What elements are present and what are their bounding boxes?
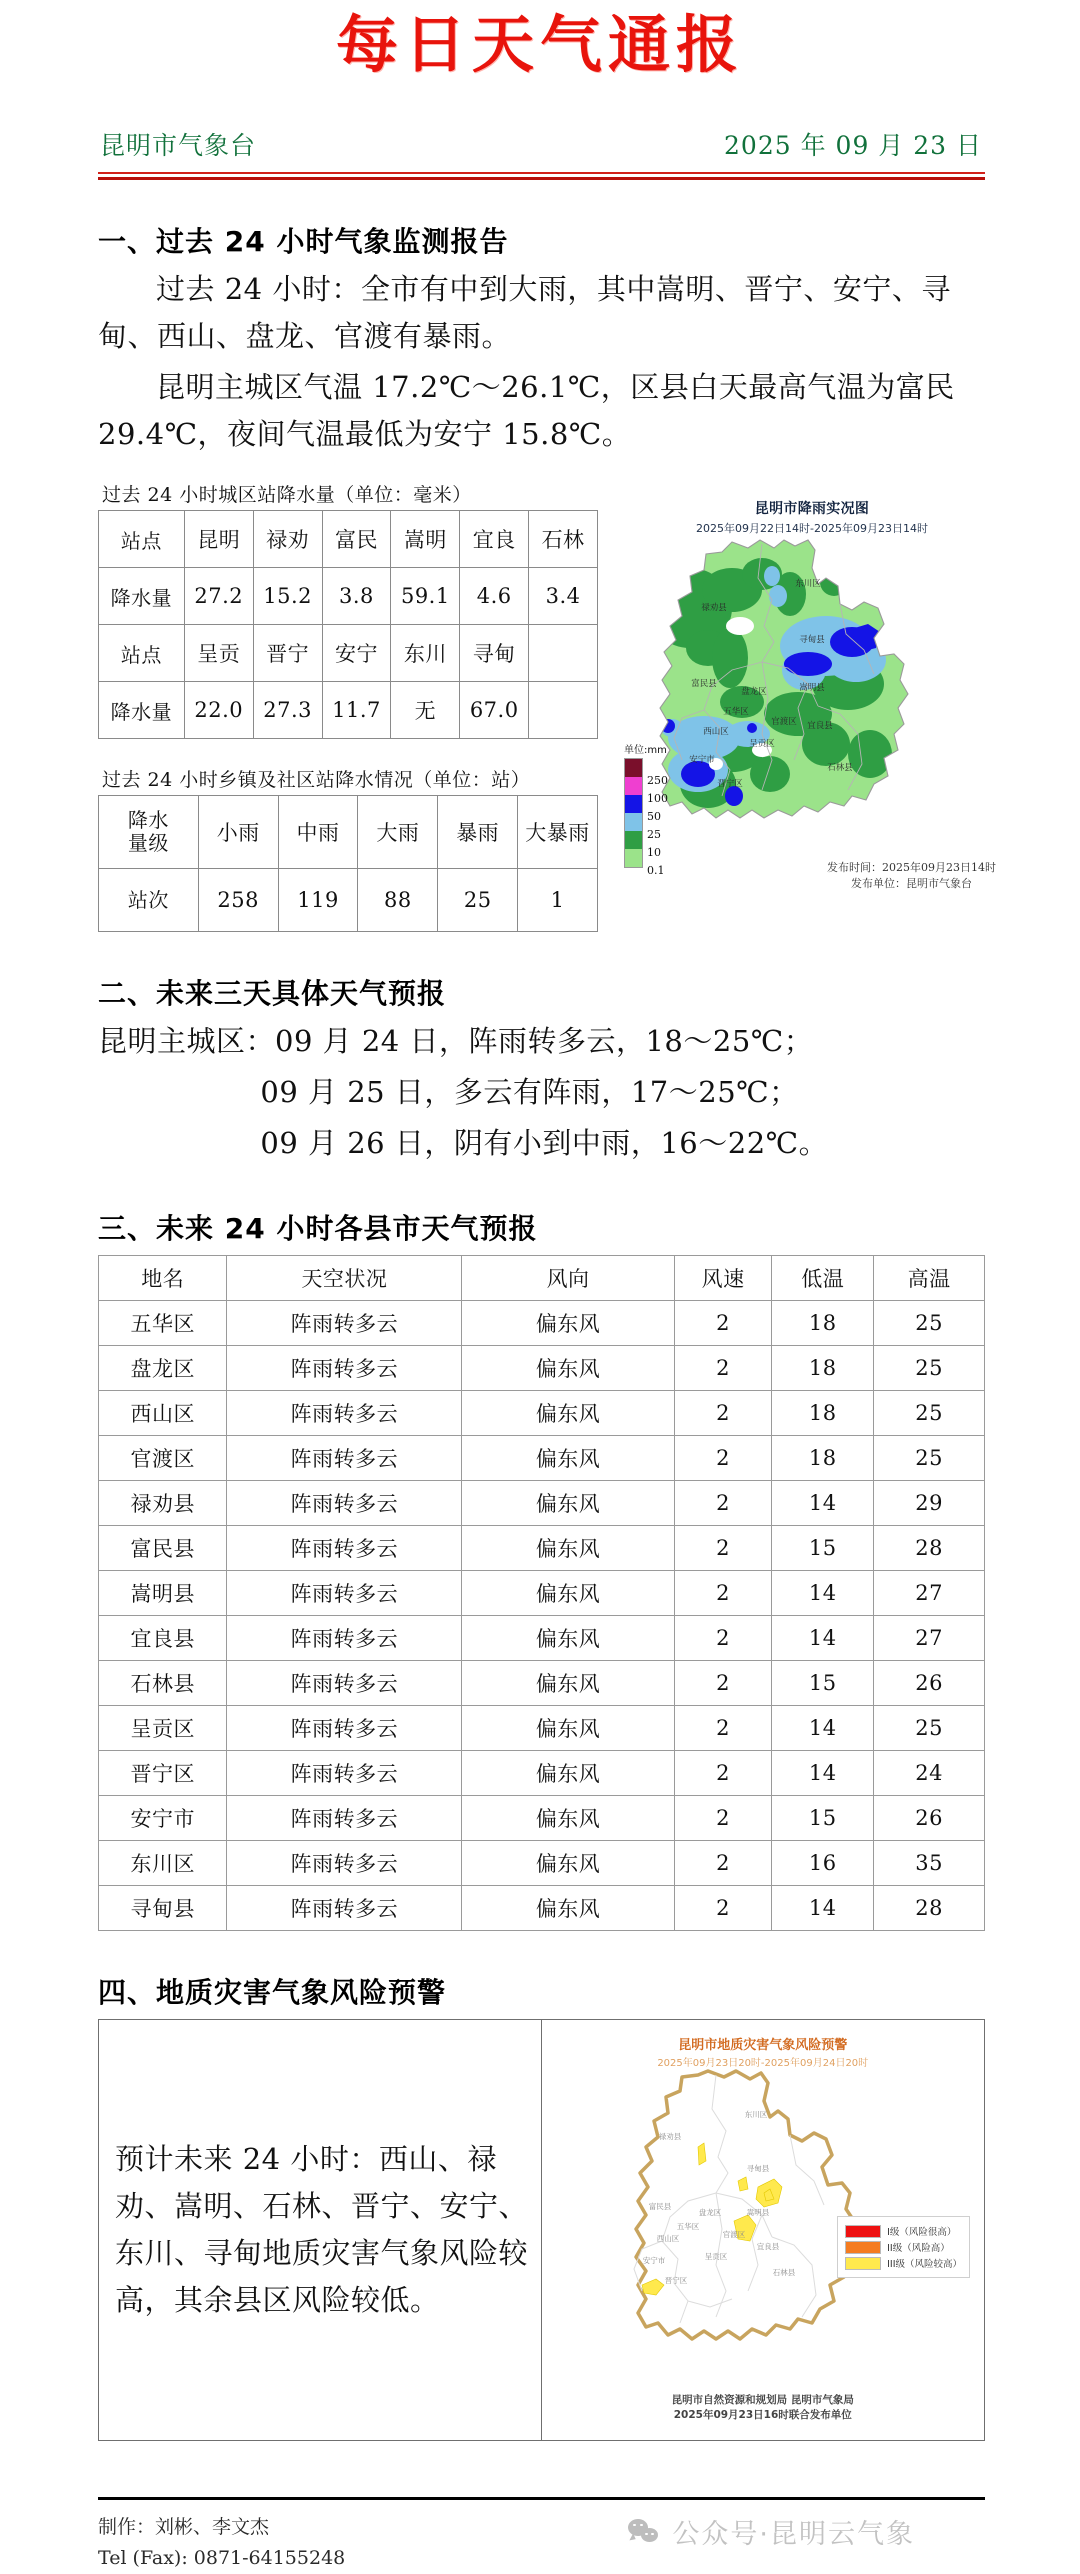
rainfall-map-footer bbox=[827, 860, 996, 892]
row-label: 站点 bbox=[99, 511, 185, 568]
cell: 无 bbox=[391, 682, 460, 739]
cell: 2 bbox=[674, 1661, 771, 1706]
cell: 2 bbox=[674, 1841, 771, 1886]
cell: 15 bbox=[772, 1796, 874, 1841]
cell: 偏东风 bbox=[462, 1886, 675, 1931]
tables-and-rainmap bbox=[98, 480, 996, 932]
section-1-heading: 一、过去 24 小时气象监测报告 bbox=[98, 225, 509, 259]
cell: 石林 bbox=[529, 511, 598, 568]
legend-label-level2: II级（风险高） bbox=[887, 2243, 950, 2255]
cell bbox=[529, 625, 598, 682]
cell: 偏东风 bbox=[462, 1796, 675, 1841]
legend-row bbox=[845, 2256, 962, 2270]
legend-tick: 0.1 bbox=[647, 864, 665, 878]
svg-text:富民县: 富民县 bbox=[648, 2202, 671, 2212]
geo-risk-text: 预计未来 24 小时：西山、禄劝、嵩明、石林、晋宁、安宁、东川、寻甸地质灾害气象风险较高，其余县区风险较低。 bbox=[115, 2142, 529, 2318]
grade-table-block bbox=[98, 765, 598, 932]
cell: 阵雨转多云 bbox=[227, 1841, 462, 1886]
table-row bbox=[99, 625, 598, 682]
cell: 28 bbox=[874, 1886, 985, 1931]
cell: 阵雨转多云 bbox=[227, 1526, 462, 1571]
publish-time: 发布时间：2025年09月23日14时 bbox=[827, 861, 996, 875]
cell: 偏东风 bbox=[462, 1751, 675, 1796]
cell: 88 bbox=[358, 869, 438, 932]
legend-label-level1: I级（风险很高） bbox=[887, 2227, 957, 2239]
svg-text:东川区: 东川区 bbox=[744, 2110, 767, 2120]
cell: 禄劝 bbox=[253, 511, 322, 568]
cell: 2 bbox=[674, 1886, 771, 1931]
svg-text:富民县: 富民县 bbox=[691, 679, 717, 690]
svg-text:东川区: 东川区 bbox=[795, 579, 821, 590]
cell: 阵雨转多云 bbox=[227, 1481, 462, 1526]
table-row bbox=[99, 1526, 985, 1571]
cell: 25 bbox=[438, 869, 518, 932]
svg-text:宜良县: 宜良县 bbox=[756, 2242, 779, 2252]
table-header-row bbox=[99, 1256, 985, 1301]
legend-color-bar bbox=[624, 758, 643, 868]
cell: 呈贡 bbox=[184, 625, 253, 682]
svg-text:石林县: 石林县 bbox=[827, 763, 853, 774]
section-1-paragraph-2: 昆明主城区气温 17.2℃～26.1℃，区县白天最高气温为富民 29.4℃，夜间气温最低为安宁 15.8℃。 bbox=[98, 370, 955, 452]
cell: 119 bbox=[278, 869, 358, 932]
column-header: 高温 bbox=[874, 1256, 985, 1301]
cell: 3.4 bbox=[529, 568, 598, 625]
geo-map-subtitle: 2025年09月23日20时-2025年09月24日20时 bbox=[657, 2058, 869, 2070]
table-row bbox=[99, 1706, 985, 1751]
svg-text:呈贡区: 呈贡区 bbox=[704, 2252, 727, 2262]
cell: 15.2 bbox=[253, 568, 322, 625]
grade-precip-caption: 过去 24 小时乡镇及社区站降水情况（单位：站） bbox=[102, 769, 531, 792]
footer-credits bbox=[98, 2512, 345, 2574]
precipitation-tables bbox=[98, 480, 598, 932]
cell: 14 bbox=[772, 1886, 874, 1931]
cell: 阵雨转多云 bbox=[227, 1751, 462, 1796]
cell: 大暴雨 bbox=[518, 796, 598, 869]
grade-label-line1: 降水 bbox=[127, 808, 169, 833]
table-row bbox=[99, 1391, 985, 1436]
cell: 258 bbox=[198, 869, 278, 932]
cell: 嵩明县 bbox=[99, 1571, 227, 1616]
page-title: 每日天气通报 bbox=[335, 8, 744, 81]
cell: 18 bbox=[772, 1346, 874, 1391]
row-label: 降水量 bbox=[99, 568, 185, 625]
cell: 2 bbox=[674, 1526, 771, 1571]
cell: 18 bbox=[772, 1301, 874, 1346]
cell: 宜良 bbox=[460, 511, 529, 568]
cell: 阵雨转多云 bbox=[227, 1346, 462, 1391]
cell: 2 bbox=[674, 1571, 771, 1616]
document-body bbox=[98, 220, 996, 2441]
cell: 呈贡区 bbox=[99, 1706, 227, 1751]
cell: 14 bbox=[772, 1751, 874, 1796]
rainfall-legend bbox=[624, 741, 698, 878]
cell: 寻甸县 bbox=[99, 1886, 227, 1931]
cell bbox=[529, 682, 598, 739]
issue-date: 2025 年 09 月 23 日 bbox=[724, 131, 982, 161]
issuer-name: 昆明市气象台 bbox=[100, 131, 257, 161]
svg-text:官渡区: 官渡区 bbox=[722, 2230, 745, 2240]
table-row bbox=[99, 1436, 985, 1481]
cell: 偏东风 bbox=[462, 1526, 675, 1571]
cell: 偏东风 bbox=[462, 1571, 675, 1616]
table-row bbox=[99, 1751, 985, 1796]
svg-text:安宁市: 安宁市 bbox=[689, 755, 715, 766]
cell: 15 bbox=[772, 1526, 874, 1571]
footer-row bbox=[98, 2512, 985, 2574]
section-2-line-2: 09 月 25 日，多云有阵雨，17～25℃； bbox=[260, 1075, 799, 1110]
rainfall-map-title: 昆明市降雨实况图 bbox=[754, 501, 870, 518]
cell: 安宁 bbox=[322, 625, 391, 682]
cell: 18 bbox=[772, 1391, 874, 1436]
table-row bbox=[99, 511, 598, 568]
legend-tick: 50 bbox=[647, 810, 661, 824]
geo-map-title: 昆明市地质灾害气象风险预警 bbox=[678, 2038, 848, 2054]
masthead-meta bbox=[100, 126, 982, 162]
legend-row bbox=[845, 2240, 962, 2254]
cell: 26 bbox=[874, 1661, 985, 1706]
cell: 五华区 bbox=[99, 1301, 227, 1346]
svg-text:嵩明县: 嵩明县 bbox=[799, 683, 825, 694]
cell: 偏东风 bbox=[462, 1481, 675, 1526]
cell: 偏东风 bbox=[462, 1346, 675, 1391]
legend-swatch-level2 bbox=[845, 2241, 881, 2254]
svg-text:禄劝县: 禄劝县 bbox=[658, 2132, 681, 2142]
cell: 阵雨转多云 bbox=[227, 1616, 462, 1661]
geo-risk-panel bbox=[98, 2019, 985, 2441]
cell: 东川 bbox=[391, 625, 460, 682]
cell: 官渡区 bbox=[99, 1436, 227, 1481]
row-label: 站点 bbox=[99, 625, 185, 682]
cell: 偏东风 bbox=[462, 1616, 675, 1661]
geo-map-footer bbox=[542, 2393, 985, 2425]
cell: 阵雨转多云 bbox=[227, 1886, 462, 1931]
cell: 59.1 bbox=[391, 568, 460, 625]
table-row bbox=[99, 796, 598, 869]
cell: 阵雨转多云 bbox=[227, 1301, 462, 1346]
cell: 嵩明 bbox=[391, 511, 460, 568]
rainfall-map-subtitle: 2025年09月22日14时-2025年09月23日14时 bbox=[696, 522, 928, 536]
svg-text:盘龙区: 盘龙区 bbox=[741, 687, 767, 698]
cell: 14 bbox=[772, 1706, 874, 1751]
row-label: 站次 bbox=[99, 869, 199, 932]
table-row bbox=[99, 1571, 985, 1616]
cell: 阵雨转多云 bbox=[227, 1661, 462, 1706]
wechat-account-name: 公众号·昆明云气象 bbox=[672, 2519, 915, 2551]
table-row bbox=[99, 869, 598, 932]
column-header: 风速 bbox=[674, 1256, 771, 1301]
cell: 偏东风 bbox=[462, 1391, 675, 1436]
header-divider bbox=[98, 172, 985, 180]
legend-tick: 10 bbox=[647, 846, 661, 860]
cell: 27 bbox=[874, 1616, 985, 1661]
svg-text:五华区: 五华区 bbox=[723, 707, 749, 718]
cell: 晋宁 bbox=[253, 625, 322, 682]
cell: 安宁市 bbox=[99, 1796, 227, 1841]
table-row bbox=[99, 682, 598, 739]
cell: 27.3 bbox=[253, 682, 322, 739]
cell: 25 bbox=[874, 1346, 985, 1391]
grade-label-line2: 量级 bbox=[127, 831, 169, 856]
svg-text:禄劝县: 禄劝县 bbox=[701, 603, 727, 614]
cell: 29 bbox=[874, 1481, 985, 1526]
svg-text:呈贡区: 呈贡区 bbox=[749, 739, 775, 750]
cell: 28 bbox=[874, 1526, 985, 1571]
svg-text:西山区: 西山区 bbox=[656, 2234, 679, 2244]
cell: 富民县 bbox=[99, 1526, 227, 1571]
legend-swatch-level1 bbox=[845, 2225, 881, 2238]
footer-divider bbox=[98, 2497, 985, 2500]
cell: 禄劝县 bbox=[99, 1481, 227, 1526]
column-header: 地名 bbox=[99, 1256, 227, 1301]
rainfall-map-panel bbox=[612, 480, 1012, 926]
cell: 2 bbox=[674, 1751, 771, 1796]
section-1-paragraph-1: 过去 24 小时：全市有中到大雨，其中嵩明、晋宁、安宁、寻甸、西山、盘龙、官渡有暴雨。 bbox=[98, 272, 951, 354]
cell: 富民 bbox=[322, 511, 391, 568]
cell: 25 bbox=[874, 1391, 985, 1436]
legend-label-level3: III级（风险较高） bbox=[887, 2259, 962, 2271]
svg-text:晋宁区: 晋宁区 bbox=[717, 779, 743, 790]
cell: 2 bbox=[674, 1391, 771, 1436]
county-forecast-table bbox=[98, 1255, 985, 1931]
section-4-heading: 四、地质灾害气象风险预警 bbox=[98, 1976, 447, 2010]
cell: 14 bbox=[772, 1481, 874, 1526]
cell: 2 bbox=[674, 1301, 771, 1346]
svg-text:晋宁区: 晋宁区 bbox=[664, 2276, 687, 2286]
publish-org: 发布单位：昆明市气象台 bbox=[851, 877, 972, 891]
cell: 14 bbox=[772, 1616, 874, 1661]
cell: 中雨 bbox=[278, 796, 358, 869]
cell: 宜良县 bbox=[99, 1616, 227, 1661]
row-label: 降水量 bbox=[99, 682, 185, 739]
cell: 3.8 bbox=[322, 568, 391, 625]
table-row bbox=[99, 568, 598, 625]
cell: 石林县 bbox=[99, 1661, 227, 1706]
cell: 阵雨转多云 bbox=[227, 1391, 462, 1436]
rainfall-map-card bbox=[612, 480, 1012, 926]
svg-text:嵩明县: 嵩明县 bbox=[746, 2208, 769, 2218]
cell: 偏东风 bbox=[462, 1661, 675, 1706]
cell: 偏东风 bbox=[462, 1706, 675, 1751]
cell: 15 bbox=[772, 1661, 874, 1706]
cell: 2 bbox=[674, 1616, 771, 1661]
cell: 2 bbox=[674, 1346, 771, 1391]
svg-text:西山区: 西山区 bbox=[703, 727, 729, 738]
cell: 25 bbox=[874, 1706, 985, 1751]
legend-unit-label: 单位:mm bbox=[624, 745, 667, 757]
cell: 小雨 bbox=[198, 796, 278, 869]
producer-line: 制作：刘彬、李文杰 bbox=[98, 2516, 270, 2539]
city-precip-table bbox=[98, 510, 598, 739]
svg-text:官渡区: 官渡区 bbox=[771, 717, 797, 728]
wechat-icon bbox=[628, 2519, 662, 2545]
cell: 27.2 bbox=[184, 568, 253, 625]
cell: 27 bbox=[874, 1571, 985, 1616]
cell: 35 bbox=[874, 1841, 985, 1886]
table-row bbox=[99, 1346, 985, 1391]
cell: 25 bbox=[874, 1301, 985, 1346]
cell: 阵雨转多云 bbox=[227, 1796, 462, 1841]
section-2-line-3: 09 月 26 日，阴有小到中雨，16～22℃。 bbox=[260, 1126, 829, 1161]
legend-tick: 25 bbox=[647, 828, 661, 842]
cell: 24 bbox=[874, 1751, 985, 1796]
cell: 4.6 bbox=[460, 568, 529, 625]
geo-risk-legend bbox=[837, 2216, 970, 2278]
section-3-heading: 三、未来 24 小时各县市天气预报 bbox=[98, 1212, 538, 1246]
cell: 东川区 bbox=[99, 1841, 227, 1886]
legend-row bbox=[845, 2224, 962, 2238]
legend-tick: 250 bbox=[647, 774, 668, 788]
column-header: 天空状况 bbox=[227, 1256, 462, 1301]
cell: 2 bbox=[674, 1706, 771, 1751]
legend-swatch-level3 bbox=[845, 2257, 881, 2270]
cell: 阵雨转多云 bbox=[227, 1571, 462, 1616]
svg-text:石林县: 石林县 bbox=[772, 2268, 795, 2278]
cell: 2 bbox=[674, 1436, 771, 1481]
geo-risk-text-cell bbox=[99, 2020, 542, 2440]
row-label bbox=[99, 796, 199, 869]
cell: 1 bbox=[518, 869, 598, 932]
cell: 22.0 bbox=[184, 682, 253, 739]
grade-precip-table bbox=[98, 795, 598, 932]
cell: 偏东风 bbox=[462, 1841, 675, 1886]
column-header: 风向 bbox=[462, 1256, 675, 1301]
cell: 西山区 bbox=[99, 1391, 227, 1436]
cell: 2 bbox=[674, 1481, 771, 1526]
svg-text:五华区: 五华区 bbox=[676, 2222, 699, 2232]
cell: 18 bbox=[772, 1436, 874, 1481]
page-footer bbox=[98, 2497, 985, 2574]
cell: 大雨 bbox=[358, 796, 438, 869]
section-2-heading: 二、未来三天具体天气预报 bbox=[98, 977, 447, 1011]
cell: 寻甸 bbox=[460, 625, 529, 682]
cell: 昆明 bbox=[184, 511, 253, 568]
section-2-line-1 bbox=[98, 1018, 985, 1065]
cell: 阵雨转多云 bbox=[227, 1436, 462, 1481]
table-row bbox=[99, 1301, 985, 1346]
table-row bbox=[99, 1796, 985, 1841]
cell: 阵雨转多云 bbox=[227, 1706, 462, 1751]
section-2-label: 昆明主城区： bbox=[98, 1024, 276, 1059]
svg-text:宜良县: 宜良县 bbox=[807, 721, 833, 732]
wechat-watermark bbox=[628, 2512, 915, 2551]
cell: 偏东风 bbox=[462, 1436, 675, 1481]
cell: 盘龙区 bbox=[99, 1346, 227, 1391]
svg-text:寻甸县: 寻甸县 bbox=[746, 2164, 769, 2174]
cell: 暴雨 bbox=[438, 796, 518, 869]
table-row bbox=[99, 1841, 985, 1886]
geo-map-footer-line2: 2025年09月23日16时联合发布单位 bbox=[673, 2409, 852, 2422]
city-precip-caption: 过去 24 小时城区站降水量（单位：毫米） bbox=[102, 484, 472, 507]
cell: 偏东风 bbox=[462, 1301, 675, 1346]
cell: 14 bbox=[772, 1571, 874, 1616]
cell: 25 bbox=[874, 1436, 985, 1481]
column-header: 低温 bbox=[772, 1256, 874, 1301]
cell: 11.7 bbox=[322, 682, 391, 739]
masthead bbox=[0, 0, 1080, 82]
legend-tick: 100 bbox=[647, 792, 668, 806]
table-row bbox=[99, 1661, 985, 1706]
table-row bbox=[99, 1886, 985, 1931]
geo-risk-map-cell bbox=[542, 2020, 985, 2440]
cell: 16 bbox=[772, 1841, 874, 1886]
legend-tick-labels bbox=[647, 772, 668, 880]
svg-text:安宁市: 安宁市 bbox=[642, 2256, 665, 2266]
cell: 晋宁区 bbox=[99, 1751, 227, 1796]
svg-text:寻甸县: 寻甸县 bbox=[799, 635, 825, 646]
cell: 26 bbox=[874, 1796, 985, 1841]
telephone-line: Tel (Fax): 0871-64155248 bbox=[98, 2546, 346, 2569]
cell: 2 bbox=[674, 1796, 771, 1841]
geo-map-footer-line1: 昆明市自然资源和规划局 昆明市气象局 bbox=[671, 2393, 854, 2406]
svg-text:盘龙区: 盘龙区 bbox=[698, 2208, 721, 2218]
cell: 67.0 bbox=[460, 682, 529, 739]
table-row bbox=[99, 1616, 985, 1661]
table-row bbox=[99, 1481, 985, 1526]
section-2-forecast-day1: 09 月 24 日，阵雨转多云，18～25℃； bbox=[275, 1024, 814, 1059]
